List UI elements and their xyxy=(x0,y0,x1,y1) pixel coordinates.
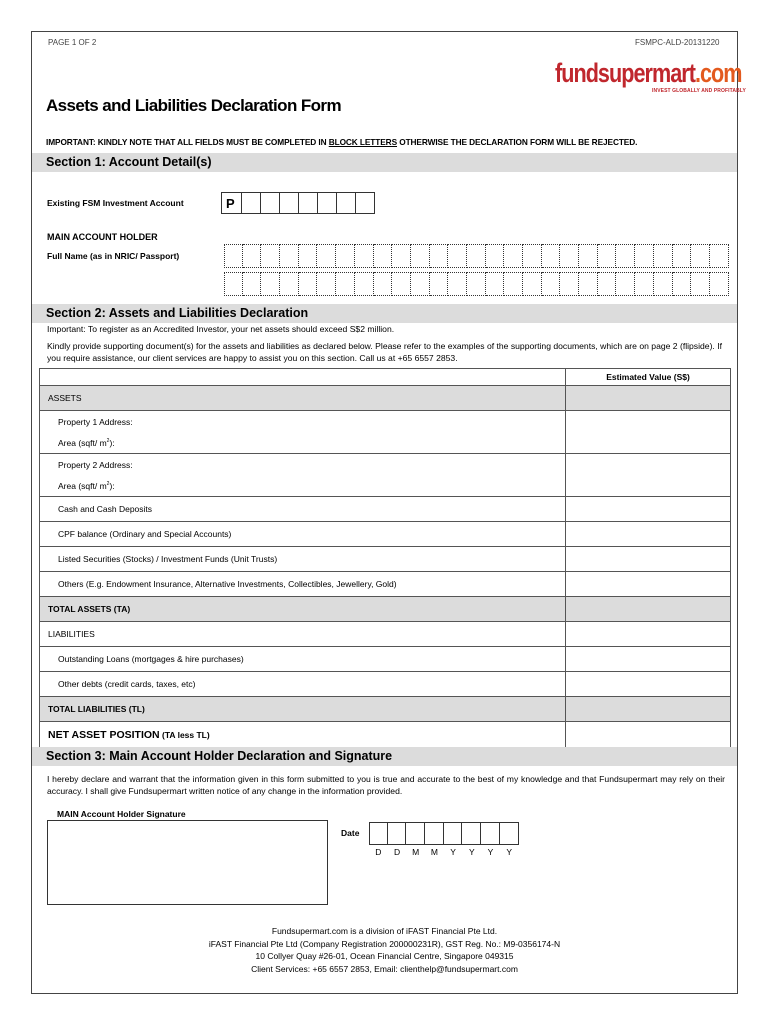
fullname-boxes-row2[interactable] xyxy=(224,272,729,296)
fullname-char-box[interactable] xyxy=(374,272,393,296)
date-digit-box[interactable] xyxy=(369,822,388,845)
fullname-char-box[interactable] xyxy=(504,244,523,268)
fullname-char-box[interactable] xyxy=(560,272,579,296)
assets-heading: ASSETS xyxy=(40,386,566,411)
fullname-char-box[interactable] xyxy=(579,244,598,268)
total-assets-label: TOTAL ASSETS (TA) xyxy=(40,597,566,622)
fullname-char-box[interactable] xyxy=(261,244,280,268)
date-format-letter: Y xyxy=(506,847,512,857)
other-debts-value[interactable] xyxy=(566,672,731,697)
assets-heading-row xyxy=(40,386,731,411)
total-liabilities-row xyxy=(40,697,731,722)
fullname-char-box[interactable] xyxy=(336,272,355,296)
fullname-char-box[interactable] xyxy=(224,272,243,296)
fullname-char-box[interactable] xyxy=(654,272,673,296)
supporting-docs-note: Kindly provide supporting document(s) for the assets and liabilities as declared below. Please refer to the examples of the supporting documents, which are on page 2 (flipside). If you require assistance, our client services are happy to assist you on this section. Call us at +65 6557 2853. xyxy=(47,341,722,363)
others-row xyxy=(40,572,731,597)
fullname-char-box[interactable] xyxy=(392,272,411,296)
fundsupermart-logo: fundsupermart.com xyxy=(555,58,742,88)
liabilities-heading-value xyxy=(566,622,731,647)
fullname-char-box[interactable] xyxy=(616,272,635,296)
fullname-char-box[interactable] xyxy=(635,272,654,296)
signature-label: MAIN Account Holder Signature xyxy=(57,809,186,819)
logo-tagline: INVEST GLOBALLY AND PROFITABLY xyxy=(652,88,746,94)
property1-row xyxy=(40,411,731,454)
fullname-char-box[interactable] xyxy=(392,244,411,268)
net-asset-value[interactable] xyxy=(566,722,731,748)
fullname-char-box[interactable] xyxy=(486,244,505,268)
account-digit-box[interactable] xyxy=(299,192,318,214)
net-asset-note: (TA less TL) xyxy=(162,729,210,740)
fullname-char-box[interactable] xyxy=(317,272,336,296)
fullname-char-box[interactable] xyxy=(355,272,374,296)
fullname-char-box[interactable] xyxy=(691,272,710,296)
fullname-char-box[interactable] xyxy=(317,244,336,268)
loans-value[interactable] xyxy=(566,647,731,672)
date-format-letter: D xyxy=(375,847,382,857)
account-number-boxes xyxy=(221,192,375,214)
fullname-char-box[interactable] xyxy=(523,272,542,296)
date-format-letter: Y xyxy=(450,847,456,857)
date-format-letter: M xyxy=(430,847,438,857)
form-code: FSMPC-ALD-20131220 xyxy=(635,38,720,47)
date-digit-box[interactable] xyxy=(406,822,425,845)
cpf-row xyxy=(40,522,731,547)
fullname-char-box[interactable] xyxy=(691,244,710,268)
fullname-char-box[interactable] xyxy=(504,272,523,296)
fullname-char-box[interactable] xyxy=(710,244,729,268)
important-notice: IMPORTANT: KINDLY NOTE THAT ALL FIELDS MUST BE COMPLETED IN BLOCK LETTERS OTHERWISE THE DECLARATION FORM WILL BE REJECTED. xyxy=(46,137,638,147)
total-liabilities-value[interactable] xyxy=(566,697,731,722)
date-digit-box[interactable] xyxy=(444,822,463,845)
loans-label: Outstanding Loans (mortgages & hire purchases) xyxy=(40,647,566,672)
fullname-char-box[interactable] xyxy=(560,244,579,268)
date-digit-box[interactable] xyxy=(500,822,519,845)
fullname-char-box[interactable] xyxy=(467,244,486,268)
cash-label: Cash and Cash Deposits xyxy=(40,497,566,522)
footer-line: Fundsupermart.com is a division of iFAST Financial Pte Ltd. xyxy=(271,926,498,936)
fullname-char-box[interactable] xyxy=(430,272,449,296)
net-asset-row xyxy=(40,722,731,748)
other-debts-row xyxy=(40,672,731,697)
form-title: Assets and Liabilities Declaration Form xyxy=(46,96,341,115)
others-value[interactable] xyxy=(566,572,731,597)
date-format-letter: Y xyxy=(468,847,475,857)
listed-securities-label: Listed Securities (Stocks) / Investment Funds (Unit Trusts) xyxy=(40,547,566,572)
fullname-label: Full Name (as in NRIC/ Passport) xyxy=(47,251,180,261)
account-label: Existing FSM Investment Account xyxy=(47,198,184,208)
footer xyxy=(31,925,738,975)
property2-row xyxy=(40,454,731,497)
fullname-char-box[interactable] xyxy=(448,272,467,296)
fullname-char-box[interactable] xyxy=(243,272,262,296)
account-digit-box[interactable] xyxy=(242,192,261,214)
table-header-row xyxy=(40,369,731,386)
fullname-char-box[interactable] xyxy=(355,244,374,268)
estimated-value-header: Estimated Value (S$) xyxy=(566,369,731,386)
others-label: Others (E.g. Endowment Insurance, Alternative Investments, Collectibles, Jewellery, Gold) xyxy=(40,572,566,597)
footer-line: Client Services: +65 6557 2853, Email: clienthelp@fundsupermart.com xyxy=(251,963,518,974)
cpf-label: CPF balance (Ordinary and Special Accounts) xyxy=(40,522,566,547)
fullname-char-box[interactable] xyxy=(411,244,430,268)
net-asset-label: NET ASSET POSITION xyxy=(48,728,160,741)
date-digit-box[interactable] xyxy=(462,822,481,845)
fullname-char-box[interactable] xyxy=(542,272,561,296)
date-format-labels xyxy=(369,847,519,857)
fullname-boxes-row1[interactable] xyxy=(224,244,729,268)
property2-cell xyxy=(40,454,566,497)
net-asset-cell xyxy=(40,722,566,748)
listed-securities-value[interactable] xyxy=(566,547,731,572)
assets-heading-value xyxy=(566,386,731,411)
account-digit-box[interactable] xyxy=(280,192,299,214)
table-header-blank xyxy=(40,369,566,386)
property1-value[interactable] xyxy=(566,411,731,454)
date-digit-box[interactable] xyxy=(481,822,500,845)
date-format-letter: M xyxy=(412,847,420,857)
footer-line: 10 Collyer Quay #26-01, Ocean Financial Centre, Singapore 049315 xyxy=(255,951,514,961)
section3-header: Section 3: Main Account Holder Declaration and Signature xyxy=(32,747,737,766)
signature-box[interactable] xyxy=(47,820,328,905)
fullname-char-box[interactable] xyxy=(299,272,318,296)
fullname-char-box[interactable] xyxy=(710,272,729,296)
fullname-char-box[interactable] xyxy=(374,244,393,268)
fullname-char-box[interactable] xyxy=(280,244,299,268)
fullname-char-box[interactable] xyxy=(635,244,654,268)
other-debts-label: Other debts (credit cards, taxes, etc) xyxy=(40,672,566,697)
section1-header: Section 1: Account Detail(s) xyxy=(32,153,737,172)
fullname-char-box[interactable] xyxy=(336,244,355,268)
listed-securities-row xyxy=(40,547,731,572)
fullname-char-box[interactable] xyxy=(299,244,318,268)
assets-liabilities-table xyxy=(39,368,731,748)
area2-label: Area (sqft/ $m^2$): xyxy=(58,480,115,491)
fullname-char-box[interactable] xyxy=(448,244,467,268)
fullname-char-box[interactable] xyxy=(280,272,299,296)
fullname-char-box[interactable] xyxy=(430,244,449,268)
fullname-char-box[interactable] xyxy=(579,272,598,296)
area1-label: Area (sqft/ $m^2$): xyxy=(58,437,115,448)
main-holder-heading: MAIN ACCOUNT HOLDER xyxy=(47,232,158,242)
cash-row xyxy=(40,497,731,522)
date-format-letter: D xyxy=(393,847,401,857)
footer-line: iFAST Financial Pte Ltd (Company Registration 200000231R), GST Reg. No.: M9-0356174-N xyxy=(208,938,561,949)
account-digit-box[interactable] xyxy=(356,192,375,214)
fullname-char-box[interactable] xyxy=(486,272,505,296)
section2-header: Section 2: Assets and Liabilities Declaration xyxy=(32,304,737,323)
account-prefix: P xyxy=(221,192,242,214)
date-digit-box[interactable] xyxy=(425,822,444,845)
fullname-char-box[interactable] xyxy=(243,244,262,268)
fullname-char-box[interactable] xyxy=(598,272,617,296)
fullname-char-box[interactable] xyxy=(673,244,692,268)
account-digit-box[interactable] xyxy=(318,192,337,214)
fullname-char-box[interactable] xyxy=(261,272,280,296)
date-boxes xyxy=(369,822,519,845)
fullname-char-box[interactable] xyxy=(598,244,617,268)
fullname-char-box[interactable] xyxy=(523,244,542,268)
fullname-char-box[interactable] xyxy=(224,244,243,268)
account-digit-box[interactable] xyxy=(261,192,280,214)
liabilities-heading-row xyxy=(40,622,731,647)
page-number: PAGE 1 OF 2 xyxy=(48,38,97,47)
property2-label: Property 2 Address: xyxy=(58,459,133,470)
property1-cell xyxy=(40,411,566,454)
property1-label: Property 1 Address: xyxy=(58,416,133,427)
declaration-text: I hereby declare and warrant that the information given in this form submitted to you is true and accurate to the best of my knowledge and that Fundsupermart may rely on their accuracy. I shall give Fundsupermart written notice of any change in the information provided. xyxy=(47,774,725,796)
fullname-char-box[interactable] xyxy=(467,272,486,296)
fullname-char-box[interactable] xyxy=(654,244,673,268)
total-assets-row xyxy=(40,597,731,622)
total-liabilities-label: TOTAL LIABILITIES (TL) xyxy=(40,697,566,722)
fullname-char-box[interactable] xyxy=(542,244,561,268)
account-digit-box[interactable] xyxy=(337,192,356,214)
date-label: Date xyxy=(341,828,360,838)
liabilities-heading: LIABILITIES xyxy=(40,622,566,647)
accredited-note: Important: To register as an Accredited Investor, your net assets should exceed S$2 million. xyxy=(47,324,395,334)
total-assets-value[interactable] xyxy=(566,597,731,622)
cash-value[interactable] xyxy=(566,497,731,522)
fullname-char-box[interactable] xyxy=(411,272,430,296)
cpf-value[interactable] xyxy=(566,522,731,547)
fullname-char-box[interactable] xyxy=(673,272,692,296)
fullname-char-box[interactable] xyxy=(616,244,635,268)
property2-value[interactable] xyxy=(566,454,731,497)
loans-row xyxy=(40,647,731,672)
date-format-letter: Y xyxy=(487,847,494,857)
date-digit-box[interactable] xyxy=(388,822,407,845)
